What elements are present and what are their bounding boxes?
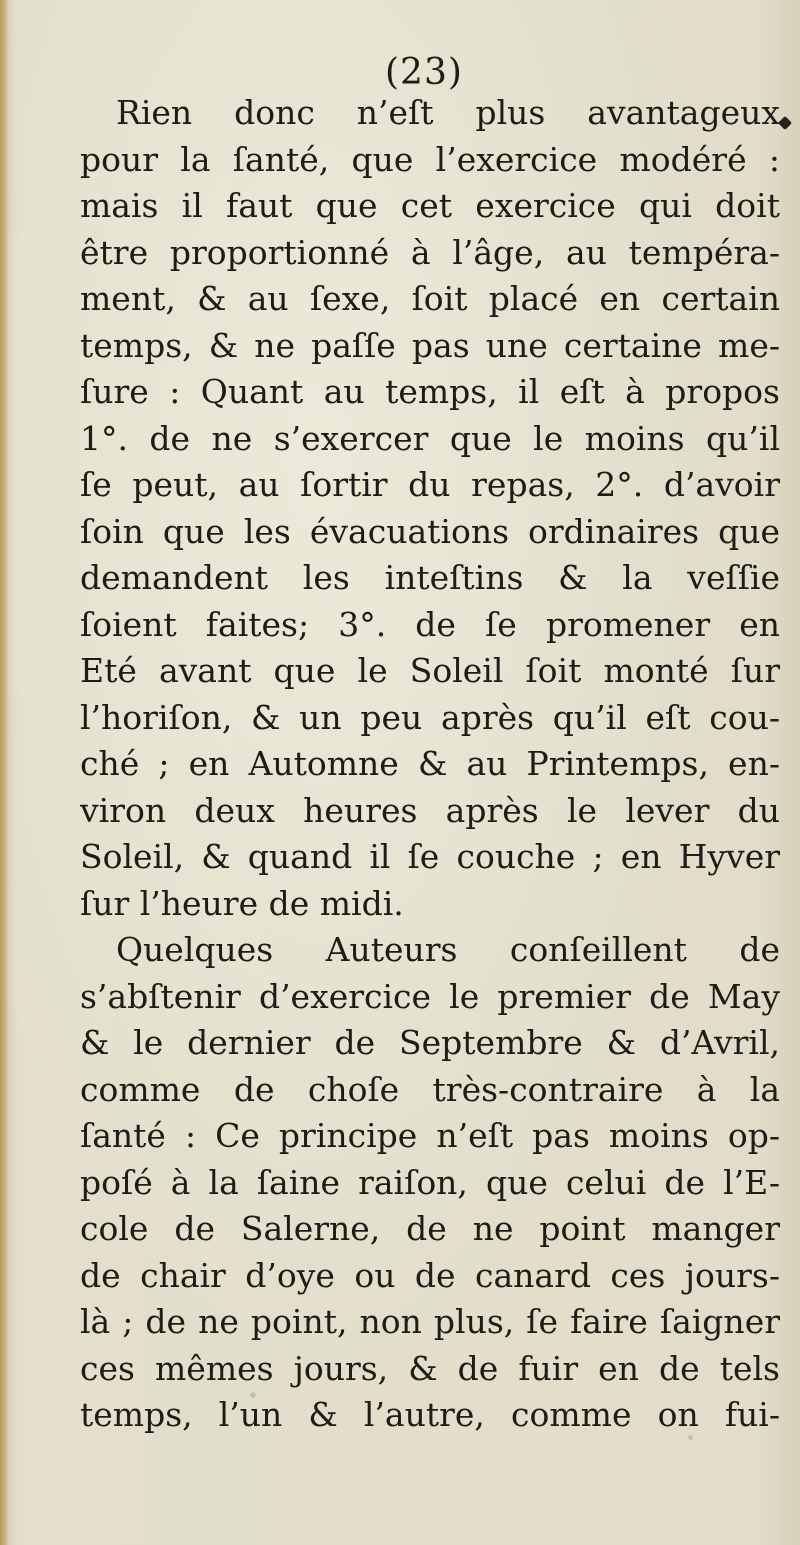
text-line: s’abſtenir d’exercice le premier de May: [80, 976, 780, 1016]
printer-mark: [778, 116, 792, 130]
text-line: mais il faut que cet exercice qui doit: [80, 186, 780, 225]
text-line: & le dernier de Septembre & d’Avril,: [80, 1023, 780, 1062]
text-line: demandent les inteſtins & la veſſie: [80, 558, 780, 597]
text-line: là ; de ne point, non plus, ſe faire ſaigner: [80, 1302, 780, 1341]
text-line: ces mêmes jours, & de fuir en de tels: [80, 1348, 780, 1388]
text-line: Soleil, & quand il ſe couche ; en Hyver: [80, 837, 780, 876]
text-line: ſe peut, au ſortir du repas, 2°. d’avoir: [80, 465, 780, 504]
text-line: comme de choſe très-contraire à la: [80, 1069, 780, 1109]
text-line: cole de Salerne, de ne point manger: [80, 1209, 780, 1248]
text-line: 1°. de ne s’exercer que le moins qu’il: [80, 418, 780, 458]
text-line: temps, l’un & l’autre, comme on fui-: [80, 1395, 780, 1434]
text-line: ché ; en Automne & au Printemps, en-: [80, 744, 780, 783]
text-line: de chair d’oye ou de canard ces jours-: [80, 1255, 780, 1295]
body-text: [80, 90, 780, 1439]
text-line: ſoin que les évacuations ordinaires que: [80, 511, 780, 551]
text-line: ſoient faites; 3°. de ſe promener en: [80, 604, 780, 644]
text-line: Eté avant que le Soleil ſoit monté ſur: [80, 651, 780, 690]
text-line: Rien donc n’eſt plus avantageux: [116, 93, 780, 132]
paper-spot: [688, 1435, 693, 1440]
text-line: être proportionné à l’âge, au tempéra-: [80, 232, 780, 272]
text-line: poſé à la ſaine raiſon, que celui de l’E-: [80, 1162, 780, 1202]
text-line: ſur l’heure de midi.: [80, 883, 404, 923]
text-line: l’horiſon, & un peu après qu’il eſt cou-: [80, 697, 780, 737]
text-line: viron deux heures après le lever du: [80, 790, 780, 830]
page-number: (23): [385, 52, 463, 93]
text-line: ſanté : Ce principe n’eſt pas moins op-: [80, 1116, 780, 1155]
text-line: Quelques Auteurs conſeillent de: [116, 930, 780, 969]
text-line: ſure : Quant au temps, il eſt à propos: [80, 372, 780, 411]
text-line: temps, & ne paſſe pas une certaine me-: [80, 325, 780, 365]
page-edge: [0, 0, 9, 1545]
text-line: ment, & au ſexe, ſoit placé en certain: [80, 279, 780, 318]
text-line: pour la ſanté, que l’exercice modéré :: [80, 139, 780, 179]
paper-spot: [250, 1392, 256, 1398]
paper-spot: [548, 858, 552, 862]
